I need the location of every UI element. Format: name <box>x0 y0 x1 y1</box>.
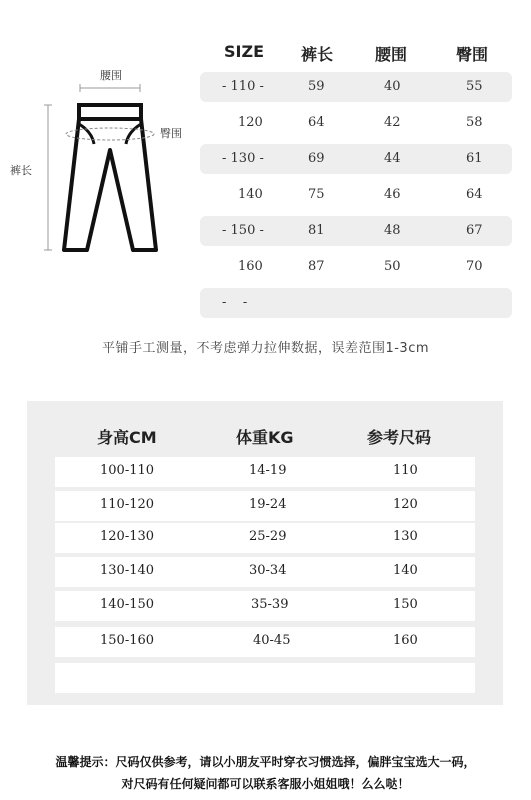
waist-cell: 40 <box>384 79 401 94</box>
size-cell: 160 <box>238 259 263 274</box>
size-row <box>200 216 512 246</box>
size-row <box>200 108 512 138</box>
table-row <box>55 663 475 693</box>
size-cell: - - <box>222 295 248 310</box>
waist-label: 腰围 <box>100 69 122 82</box>
size-cell: 160 <box>393 633 418 648</box>
hip-cell: 70 <box>466 259 483 274</box>
hip-cell: 55 <box>466 79 483 94</box>
header-waist: 腰围 <box>375 45 408 64</box>
table-row <box>55 557 475 587</box>
weight-cell: 40-45 <box>253 633 291 648</box>
size-table-header <box>200 38 512 70</box>
header-hip: 臀围 <box>456 45 489 64</box>
height-cell: 140-150 <box>100 597 155 612</box>
header-height: 身高CM <box>97 428 157 447</box>
measurement-note: 平铺手工测量，不考虑弹力拉伸数据，误差范围1-3cm <box>101 341 430 356</box>
waist-cell: 50 <box>384 259 401 274</box>
length-cell: 81 <box>308 223 325 238</box>
header-length: 裤长 <box>301 45 334 64</box>
size-table <box>200 38 512 310</box>
table-row <box>55 627 475 657</box>
waist-cell: 46 <box>384 187 401 202</box>
header-size: SIZE <box>224 42 265 61</box>
length-cell: 69 <box>308 151 325 166</box>
size-cell: - 110 - <box>222 79 264 94</box>
header-ref-size: 参考尺码 <box>367 428 432 447</box>
weight-cell: 14-19 <box>249 463 287 478</box>
hip-cell: 61 <box>466 151 483 166</box>
header-weight: 体重KG <box>236 428 294 447</box>
size-row <box>200 252 512 282</box>
weight-cell: 30-34 <box>249 563 287 578</box>
height-cell: 130-140 <box>100 563 155 578</box>
tips-line-2: 对尺码有任何疑问都可以联系客服小姐姐哦！么么哒！ <box>121 777 410 791</box>
hip-label: 臀围 <box>160 127 182 140</box>
size-cell: 150 <box>393 597 418 612</box>
length-cell: 59 <box>308 79 325 94</box>
hip-cell: 67 <box>466 223 483 238</box>
size-row <box>200 144 512 174</box>
size-row <box>200 72 512 102</box>
hip-cell: 64 <box>466 187 483 202</box>
length-label: 裤长 <box>10 164 32 177</box>
size-tips <box>0 751 531 795</box>
waist-cell: 42 <box>384 115 401 130</box>
waist-cell: 48 <box>384 223 401 238</box>
length-cell: 87 <box>308 259 325 274</box>
height-cell: 100-110 <box>100 463 155 478</box>
size-cell: 120 <box>238 115 263 130</box>
table-row <box>55 491 475 521</box>
size-cell: - 150 - <box>222 223 264 238</box>
size-row <box>200 288 512 318</box>
pants-outline-icon <box>0 60 200 280</box>
table-row <box>55 523 475 553</box>
weight-cell: 19-24 <box>249 497 287 512</box>
tips-line-1: 温馨提示：尺码仅供参考，请以小朋友平时穿衣习惯选择，偏胖宝宝选大一码， <box>55 755 476 769</box>
height-cell: 150-160 <box>100 633 155 648</box>
hip-cell: 58 <box>466 115 483 130</box>
size-cell: - 130 - <box>222 151 264 166</box>
weight-cell: 25-29 <box>249 529 287 544</box>
size-cell: 110 <box>393 463 418 478</box>
size-cell: 140 <box>393 563 418 578</box>
weight-cell: 35-39 <box>251 597 289 612</box>
height-weight-panel <box>27 401 503 705</box>
size-row <box>200 180 512 210</box>
table-row <box>55 457 475 487</box>
table-row <box>55 591 475 621</box>
waist-cell: 44 <box>384 151 401 166</box>
size-cell: 120 <box>393 497 418 512</box>
length-cell: 75 <box>308 187 325 202</box>
size-cell: 140 <box>238 187 263 202</box>
length-cell: 64 <box>308 115 325 130</box>
pants-diagram <box>0 60 200 280</box>
height-cell: 110-120 <box>100 497 155 512</box>
height-cell: 120-130 <box>100 529 155 544</box>
size-cell: 130 <box>393 529 418 544</box>
